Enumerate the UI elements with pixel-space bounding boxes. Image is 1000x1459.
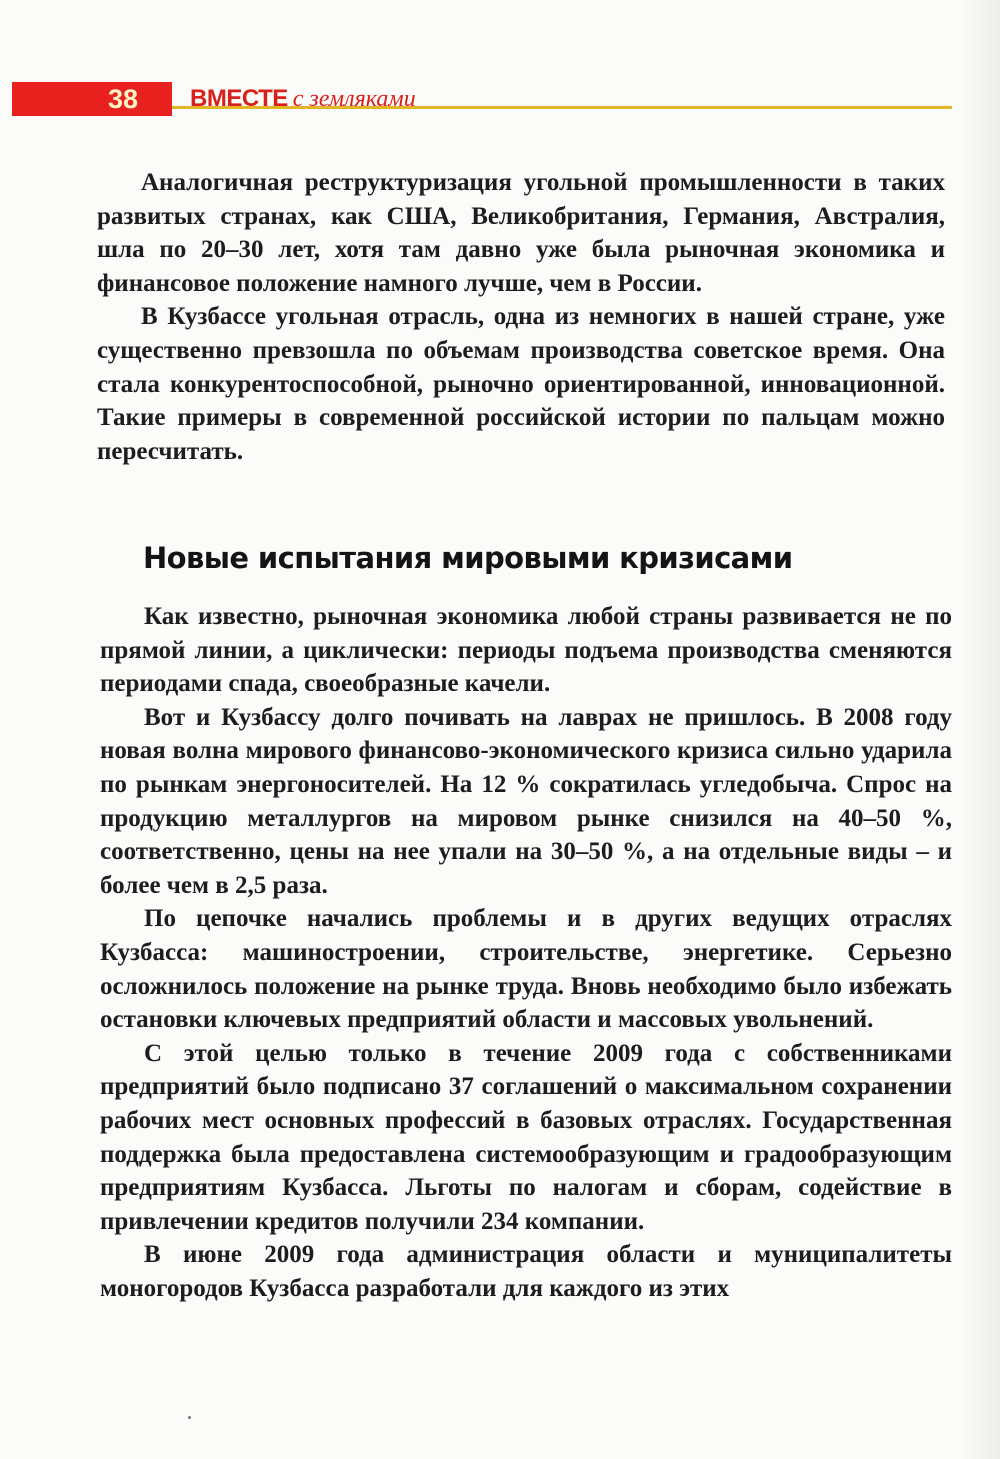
paragraph: В июне 2009 года администрация области и муниципалитеты моногородов Кузбасса разработали для каждого из этих xyxy=(100,1241,952,1302)
print-speck xyxy=(188,1416,191,1419)
page-edge-shadow xyxy=(960,0,1000,1459)
series-title xyxy=(190,82,416,116)
section-heading: Новые испытания мировыми кризисами xyxy=(143,541,793,575)
intro-text xyxy=(97,166,945,468)
paragraph: С этой целью только в течение 2009 года с собственниками предприятий было подписано 37 соглашений о максимальном сохранении рабочих мест основных профессий в базовых отраслях. Государственная поддержка была предоставлена системообразующим и градообразующим предприятиям Кузбасса. Льготы по налогам и сборам, содействие в привлечении кредитов получили 234 компании. xyxy=(100,1039,952,1235)
series-title-bold: ВМЕСТЕ xyxy=(190,85,288,112)
header-red-bar xyxy=(12,82,172,116)
paragraph: Вот и Кузбассу долго почивать на лаврах не пришлось. В 2008 году новая волна мирового финансово-экономического кризиса сильно ударила по рынкам энергоносителей. На 12 % сократилась угледобыча. Спрос на продукцию металлургов на мировом рынке снизился на 40–50 %, соответственно, цены на нее упали на 30–50 %, а на отдельные виды – и более чем в 2,5 раза. xyxy=(100,703,952,899)
series-title-script: с земляками xyxy=(292,86,416,112)
page-number: 38 xyxy=(108,84,139,114)
paragraph: Аналогичная реструктуризация угольной промышленности в таких развитых странах, как США, Великобритания, Германия, Австралия, шла по 20–30 лет, хотя там давно уже была рыночная экономика и финансовое положение намного лучше, чем в России. xyxy=(97,169,945,297)
paragraph: Как известно, рыночная экономика любой страны развивается не по прямой линии, а циклически: периоды подъема производства сменяются периодами спада, своеобразные качели. xyxy=(100,603,952,698)
running-header xyxy=(12,82,952,116)
paragraph: По цепочке начались проблемы и в других ведущих отраслях Кузбасса: машиностроении, строительстве, энергетике. Серьезно осложнилось положение на рынке труда. Вновь необходимо было избежать остановки ключевых предприятий области и массовых увольнений. xyxy=(100,905,952,1034)
paragraph: В Кузбассе угольная отрасль, одна из немногих в нашей стране, уже существенно превзошла по объемам производства советское время. Она стала конкурентоспособной, рыночно ориентированной, инновационной. Такие примеры в современной российской истории по пальцам можно пересчитать. xyxy=(97,303,945,465)
section-text xyxy=(100,600,952,1305)
